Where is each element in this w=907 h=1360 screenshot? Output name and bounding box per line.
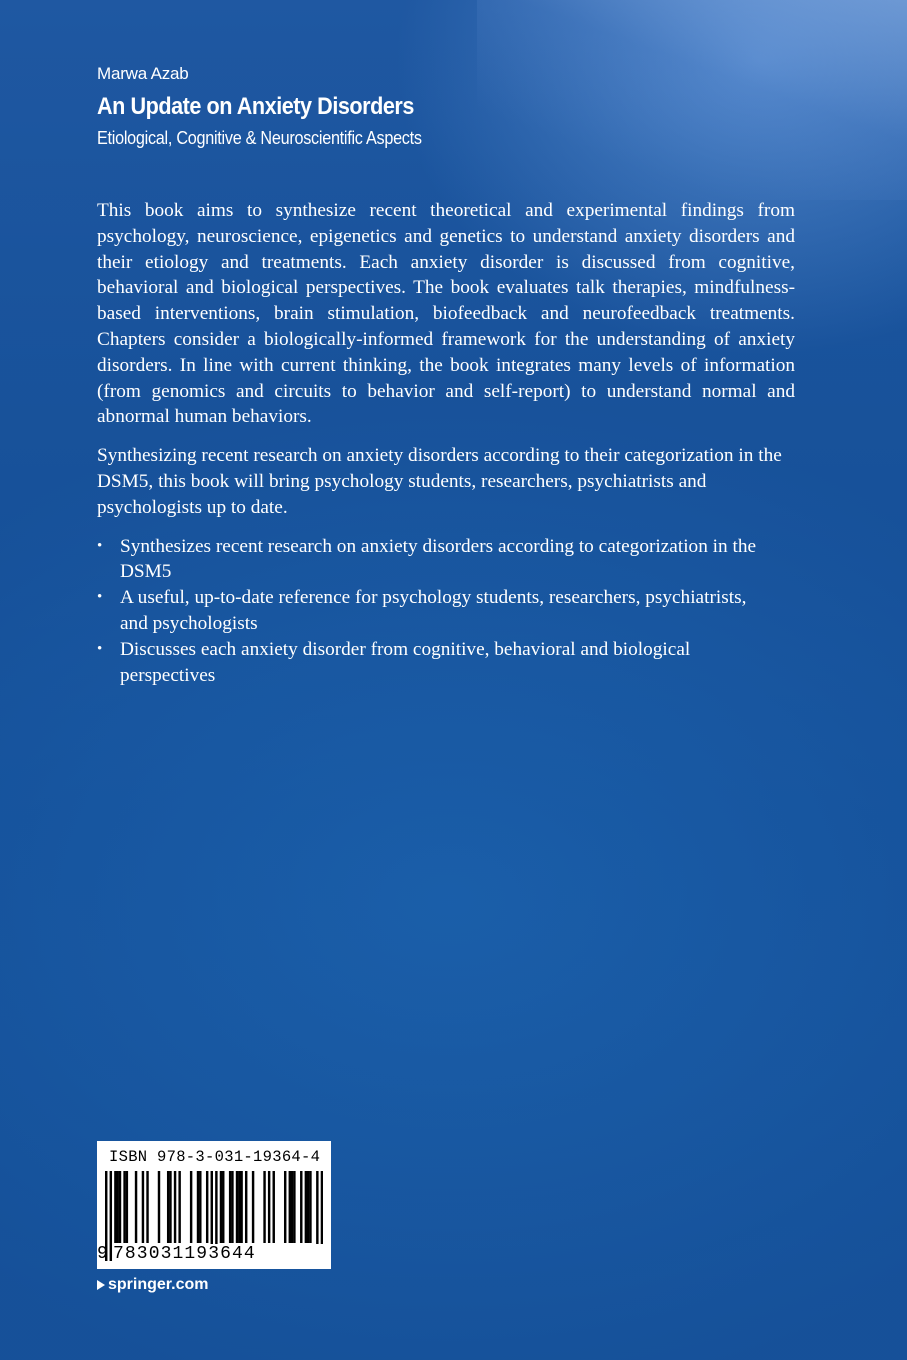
barcode-bar [178,1171,180,1243]
barcode-bar [206,1171,208,1243]
barcode-bar [273,1171,275,1243]
feature-bullet: • Discusses each anxiety disorder from cognitive, behavioral and biological perspectives [97,637,770,689]
barcode-bar [146,1171,148,1243]
barcode-bar [167,1171,169,1243]
barcode-bar [123,1171,125,1243]
barcode-bar [238,1171,240,1243]
book-subtitle: Etiological, Cognitive & Neuroscientific Aspects [97,128,422,148]
barcode-bar [245,1171,247,1243]
barcode-bar [291,1171,293,1243]
publisher-link-text: springer.com [108,1276,209,1293]
barcode-bar [222,1171,224,1243]
barcode-bar [305,1171,307,1243]
barcode-bar [263,1171,265,1243]
barcode-bar [190,1171,192,1243]
barcode-bar [126,1171,128,1243]
barcode-bar [197,1171,199,1243]
description-paragraph-1: This book aims to synthesize recent theoretical and experimental findings from psychology, neuroscience, epigenetics and genetics to understand anxiety disorders and their etiology and treatments. Each anxiety disorder is discussed from cognitive, behavioral and biological perspectives. The book evaluates talk therapies, mindfulness-based interventions, brain stimulation, biofeedback and neurofeedback treatments. Chapters consider a biologically-informed framework for the understanding of anxiety disorders. In line with current thinking, the book integrates many levels of information (from genomics and circuits to behavior and self-report) to understand normal and abnormal human behaviors. [97,200,795,428]
barcode-bar [169,1171,171,1243]
book-description [97,198,795,688]
barcode-bar [236,1171,238,1243]
barcode-bar [174,1171,176,1243]
barcode-bar [110,1171,112,1261]
book-title: An Update on Anxiety Disorders [97,93,414,120]
feature-bullet-list [97,534,795,689]
barcode-bar [293,1171,295,1243]
barcode-bar [309,1171,311,1243]
background-sheen [477,0,907,200]
barcode-bar [119,1171,121,1243]
barcode-bar [116,1171,118,1243]
barcode-bar [142,1171,144,1243]
isbn-barcode-box [97,1141,331,1269]
barcode-bar [300,1171,302,1243]
feature-bullet: • Synthesizes recent research on anxiety disorders according to categorization in the DSM5 [97,534,770,586]
barcode-bar [114,1171,116,1243]
arrow-right-icon [97,1280,105,1290]
ean-first-digit: 9 [97,1244,108,1264]
barcode-bar [268,1171,270,1243]
barcode-bar [252,1171,254,1243]
barcode-bar [307,1171,309,1243]
ean-digits: 783031193644 [113,1244,323,1264]
barcode-bar [135,1171,137,1243]
barcode-bar [229,1171,231,1243]
author-name: Marwa Azab [97,64,189,83]
description-paragraph-2: Synthesizing recent research on anxiety disorders according to their categorization in the DSM5, this book will bring psychology students, researchers, psychiatrists and psychologists up to date. [97,445,782,518]
publisher-link[interactable] [97,1276,208,1294]
feature-bullet: • A useful, up-to-date reference for psychology students, researchers, psychiatrists, and psychologists [97,585,770,637]
barcode-bar [284,1171,286,1243]
isbn-label: ISBN 978-3-031-19364-4 [109,1148,321,1166]
barcode-bar [240,1171,242,1243]
barcode-bar [231,1171,233,1243]
barcode-bar [158,1171,160,1243]
barcode-bar [289,1171,291,1243]
barcode-bar [220,1171,222,1243]
barcode-bar [199,1171,201,1243]
